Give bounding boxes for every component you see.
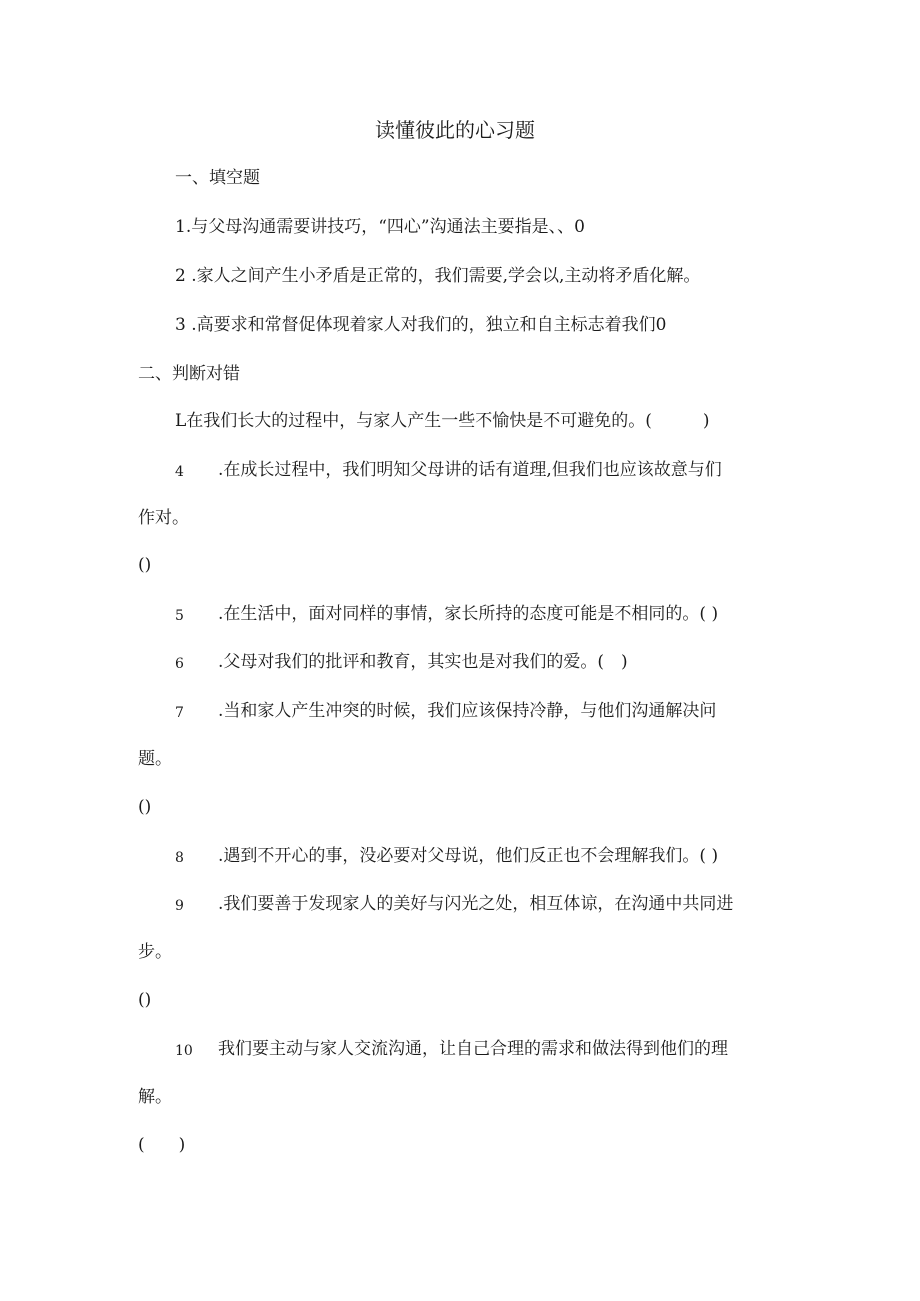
fill-question-3: 3 .高要求和常督促体现着家人对我们的，独立和自主标志着我们0 bbox=[175, 315, 667, 335]
fill-question-1: 1.与父母沟通需要讲技巧，“四心”沟通法主要指是、、0 bbox=[175, 217, 585, 237]
judge-question-8-text: .遇到不开心的事，没必要对父母说，他们反正也不会理解我们。( ) bbox=[218, 846, 719, 866]
judge-question-5-number: 5 bbox=[175, 608, 184, 624]
judge-question-9-answer-paren: () bbox=[138, 990, 152, 1010]
judge-question-4-answer-paren: () bbox=[138, 555, 152, 575]
page-title: 读懂彼此的心习题 bbox=[375, 118, 535, 142]
section-1-heading: 一、填空题 bbox=[175, 168, 260, 188]
judge-question-8-number: 8 bbox=[175, 850, 184, 866]
section-2-heading: 二、判断对错 bbox=[138, 364, 240, 384]
judge-question-10-line2: 解。 bbox=[138, 1087, 172, 1107]
judge-question-4-number: 4 bbox=[175, 464, 184, 480]
judge-question-7-number: 7 bbox=[175, 705, 184, 721]
judge-question-4-line2: 作对。 bbox=[138, 508, 189, 528]
judge-question-5-text: .在生活中，面对同样的事情，家长所持的态度可能是不相同的。( ) bbox=[218, 604, 719, 624]
judge-question-6-number: 6 bbox=[175, 656, 184, 672]
judge-question-10-number: 10 bbox=[175, 1043, 193, 1059]
judge-question-9-line1: .我们要善于发现家人的美好与闪光之处，相互体谅，在沟通中共同进 bbox=[218, 894, 734, 914]
judge-question-9-line2: 步。 bbox=[138, 942, 172, 962]
judge-question-10-answer-paren: ( ) bbox=[138, 1135, 186, 1155]
judge-question-7-line2: 题。 bbox=[138, 749, 172, 769]
judge-question-10-line1: 我们要主动与家人交流沟通，让自己合理的需求和做法得到他们的理 bbox=[218, 1039, 728, 1059]
fill-question-2: 2 .家人之间产生小矛盾是正常的，我们需要,学会以,主动将矛盾化解。 bbox=[175, 266, 701, 286]
judge-question-1: L在我们长大的过程中，与家人产生一些不愉快是不可避免的。( ) bbox=[175, 411, 710, 431]
judge-question-4-line1: .在成长过程中，我们明知父母讲的话有道理,但我们也应该故意与们 bbox=[218, 460, 722, 480]
judge-question-6-text: .父母对我们的批评和教育，其实也是对我们的爱。( ) bbox=[218, 652, 628, 672]
judge-question-9-number: 9 bbox=[175, 898, 184, 914]
judge-question-7-answer-paren: () bbox=[138, 797, 152, 817]
judge-question-7-line1: .当和家人产生冲突的时候，我们应该保持冷静，与他们沟通解决问 bbox=[218, 701, 717, 721]
